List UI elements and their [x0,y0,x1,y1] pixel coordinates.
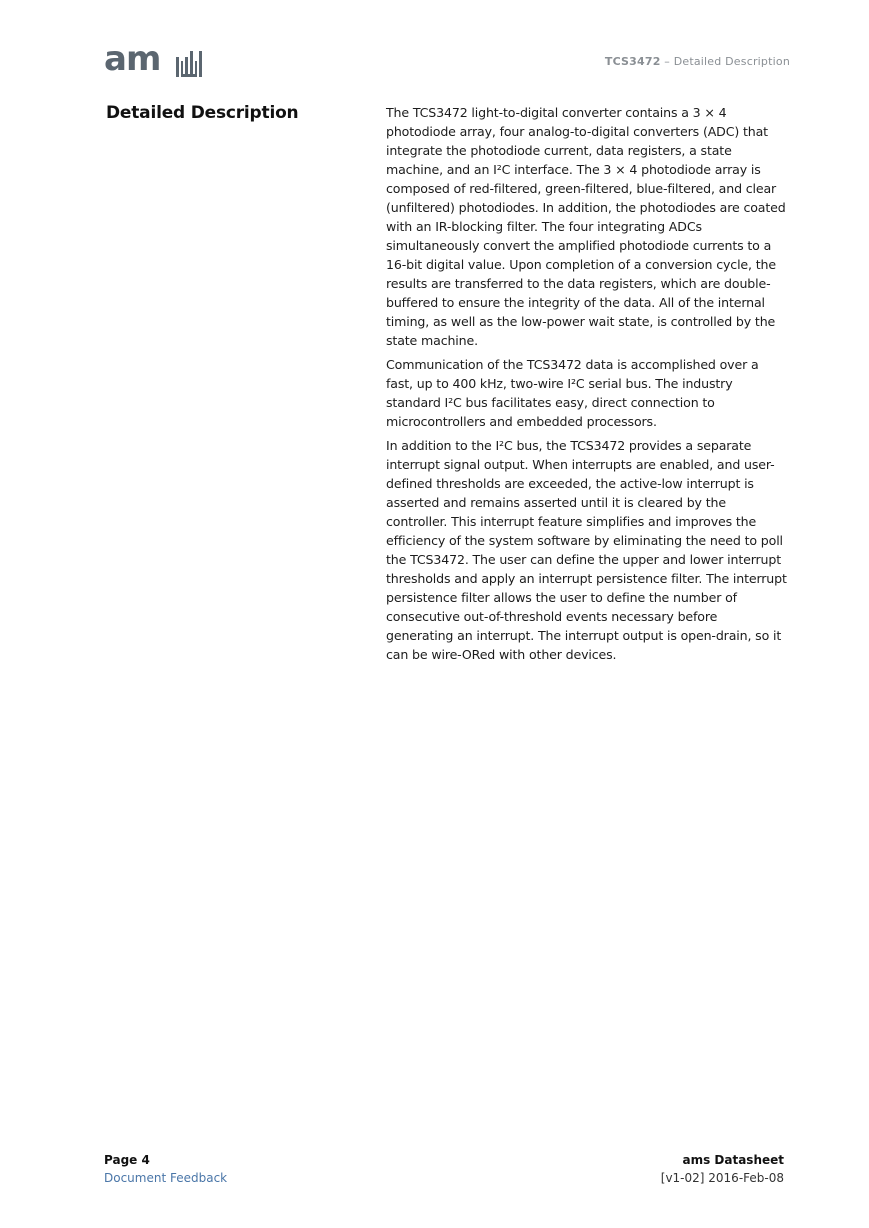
header-section: Detailed Description [673,55,790,68]
body-text [386,103,788,669]
paragraph: The TCS3472 light-to-digital converter contains a 3 × 4 photodiode array, four analog-to-digital converters (ADC) that integrate the photodiode current, data registers, a state machine, and an I²C interface. The 3 × 4 photodiode array is composed of red-filtered, green-filtered, blue-filtered, and clear (unfiltered) photodiodes. In addition, the photodiodes are coated with an IR-blocking filter. The four integrating ADCs simultaneously convert the amplified photodiode currents to a 16-bit digital value. Upon completion of a conversion cycle, the results are transferred to the data registers, which are double-buffered to ensure the integrity of the data. All of the internal timing, as well as the low-power wait state, is controlled by the state machine. [386,105,786,348]
doc-version: [v1-02] 2016-Feb-08 [660,1171,784,1185]
ams-logo [104,39,204,79]
footer-left [104,1151,227,1187]
paragraph: Communication of the TCS3472 data is accomplished over a fast, up to 400 kHz, two-wire I²C serial bus. The industry standard I²C bus facilitates easy, direct connection to microcontrollers and embedded processors. [386,357,759,429]
header-separator: – [660,55,674,68]
section-heading: Detailed Description [106,103,299,123]
running-header [605,55,790,68]
header-doc-id: TCS3472 [604,55,661,68]
paragraph: In addition to the I²C bus, the TCS3472 provides a separate interrupt signal output. When interrupts are enabled, and user-defined thresholds are exceeded, the active-low interrupt is asserted and remains asserted until it is cleared by the controller. This interrupt feature simplifies and improves the efficiency of the system software by eliminating the need to poll the TCS3472. The user can define the upper and lower interrupt thresholds and apply an interrupt persistence filter. The interrupt persistence filter allows the user to define the number of consecutive out-of-threshold events necessary before generating an interrupt. The interrupt output is open-drain, so it can be wire-ORed with other devices. [386,438,787,662]
doc-type: ams Datasheet [682,1153,784,1167]
footer-right [661,1151,784,1187]
page-number: Page 4 [104,1153,150,1167]
document-feedback-link[interactable]: Document Feedback [104,1171,228,1185]
ams-logo-mark-icon [176,51,206,77]
logo-wordmark: am [104,39,161,79]
